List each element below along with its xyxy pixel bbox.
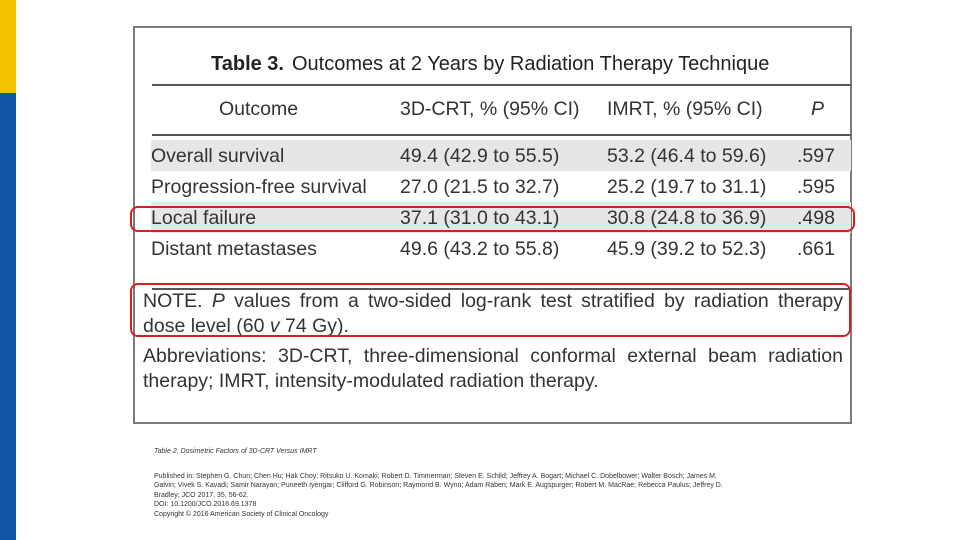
note-v-symbol: v — [269, 315, 280, 337]
cell-p: .498 — [797, 207, 835, 229]
cell-outcome: Local failure — [151, 207, 257, 229]
accent-bar-yellow — [0, 0, 16, 93]
cell-p: .595 — [797, 176, 835, 198]
credits-line: Galvin; Vivek S. Kavadi; Samir Narayan; Puneeth Iyengar; Clifford G. Robinson; Raymond B. Wynn; Adam Raben; Mark E. Augspurger; Robert M. MacRae; Rebecca Paulus; Jeffrey D. — [154, 482, 723, 490]
table-title — [211, 53, 769, 76]
credits-line: Bradley; JCO 2017, 35, 56-62. — [154, 491, 249, 499]
header-imrt: IMRT, % (95% CI) — [607, 98, 763, 120]
cell-p: .661 — [797, 238, 835, 260]
publication-credits — [154, 472, 834, 519]
cell-imrt: 25.2 (19.7 to 31.1) — [607, 176, 767, 198]
table-row — [151, 171, 851, 202]
cell-outcome: Progression-free survival — [151, 176, 367, 198]
cell-imrt: 53.2 (46.4 to 59.6) — [607, 145, 767, 167]
cell-outcome: Distant metastases — [151, 238, 317, 260]
accent-bar-blue — [0, 93, 16, 540]
note-prefix: NOTE. — [143, 290, 203, 312]
cell-3dcrt: 27.0 (21.5 to 32.7) — [400, 176, 560, 198]
note-text-b: 74 Gy). — [285, 315, 349, 337]
table-row — [151, 233, 851, 264]
table-row — [151, 140, 851, 171]
cell-3dcrt: 49.6 (43.2 to 55.8) — [400, 238, 560, 260]
note-p-symbol: P — [211, 290, 225, 312]
header-outcome: Outcome — [219, 98, 299, 120]
cell-imrt: 45.9 (39.2 to 52.3) — [607, 238, 767, 260]
highlight-box-note — [130, 283, 851, 337]
credits-line: Copyright © 2016 American Society of Clinical Oncology — [154, 510, 329, 518]
cell-p: .597 — [797, 145, 835, 167]
credits-line: DOI: 10.1200/JCO.2016.69.1378 — [154, 501, 257, 509]
table-abbreviations: Abbreviations: 3D-CRT, three-dimensional conformal external beam radiation therapy; IMRT, intensity-modulated radiation therapy. — [143, 345, 843, 392]
table-rule-header — [152, 134, 851, 136]
header-3dcrt: 3D-CRT, % (95% CI) — [400, 98, 580, 120]
table-rule-top — [152, 84, 851, 86]
highlight-box-local-failure — [130, 206, 855, 232]
note-text-a: values from a two-sided log-rank test stratified by radiation therapy dose level (60 — [143, 290, 843, 337]
table-title-text: Outcomes at 2 Years by Radiation Therapy Technique — [292, 53, 770, 75]
figure-caption: Table 2. Dosimetric Factors of 3D-CRT Versus IMRT — [154, 448, 317, 455]
header-p: P — [811, 98, 825, 120]
table-label: Table 3. — [211, 53, 284, 75]
cell-3dcrt: 37.1 (31.0 to 43.1) — [400, 207, 560, 229]
cell-outcome: Overall survival — [151, 145, 285, 167]
cell-3dcrt: 49.4 (42.9 to 55.5) — [400, 145, 560, 167]
credits-line: Published in: Stephen G. Chun; Chen Hu; Hak Choy; Ritsuko U. Komaki; Robert D. Timmerman; Steven E. Schild; Jeffrey A. Bogart; Michael C. Dobelbower; Walter Bosch; James M. — [154, 473, 717, 480]
cell-imrt: 30.8 (24.8 to 36.9) — [607, 207, 767, 229]
